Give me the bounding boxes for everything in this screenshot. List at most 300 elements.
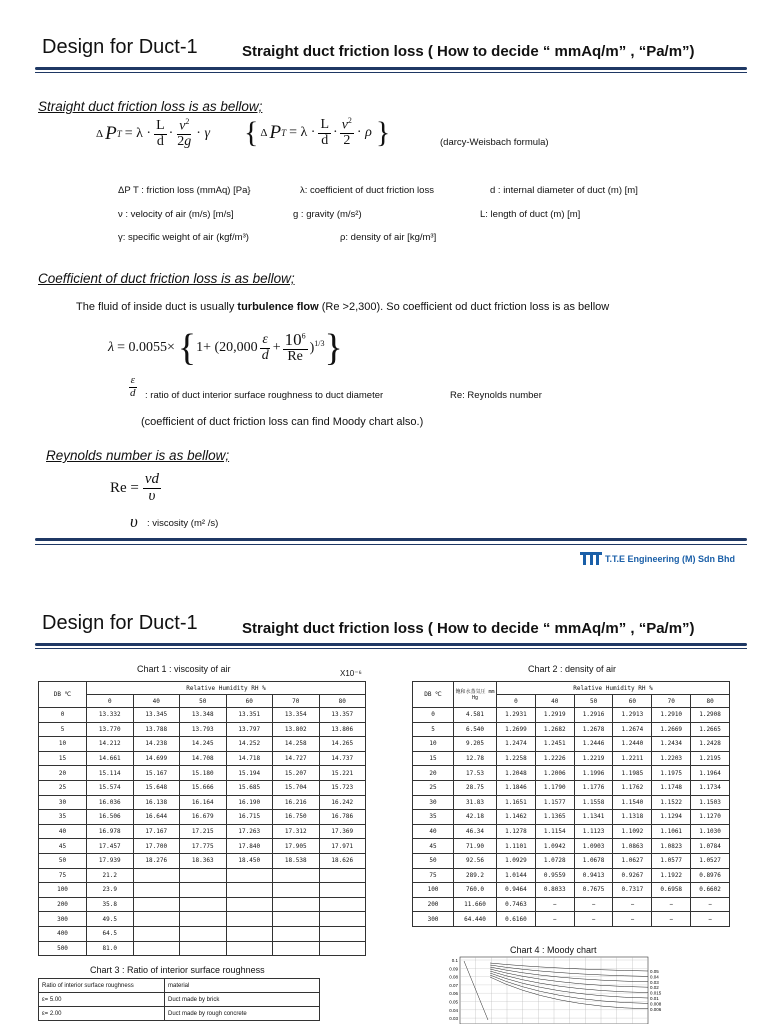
chart2-cell: 1.1123 [574, 824, 613, 839]
chart1-cell: 17.939 [87, 853, 134, 868]
chart1-cell: 15.194 [226, 766, 273, 781]
chart2-cell: 1.1846 [497, 780, 536, 795]
chart2-cell: 1.1341 [574, 810, 613, 825]
page1-header-rule-thin [35, 72, 747, 73]
chart1-cell [226, 868, 273, 883]
chart2-cell: 1.1964 [691, 766, 730, 781]
chart2-cell: 12.78 [454, 751, 497, 766]
chart2-cell: 30 [413, 795, 454, 810]
chart2-rh-col: 40 [535, 695, 574, 708]
chart2-cell: 1.0823 [652, 839, 691, 854]
chart1-cell [180, 897, 227, 912]
chart1-cell: 100 [39, 883, 87, 898]
chart3-cell: ε= 2.00 [39, 1007, 165, 1021]
chart2-cell: 0.7317 [613, 883, 652, 898]
table-row [413, 897, 730, 912]
chart2-cell: 1.1748 [652, 780, 691, 795]
moody-right-tick: 0.04 [650, 974, 659, 980]
table-row [413, 883, 730, 898]
table-row [39, 780, 366, 795]
moody-right-tick: 0.05 [650, 969, 659, 974]
chart1-cell: 25 [39, 780, 87, 795]
page2-title: Design for Duct-1 [42, 612, 198, 634]
table-row [39, 766, 366, 781]
chart1-cell: 35.8 [87, 897, 134, 912]
chart1-cell: 17.971 [319, 839, 366, 854]
chart2-cell: 1.2048 [497, 766, 536, 781]
chart2-cell: 289.2 [454, 868, 497, 883]
chart1-cell [226, 926, 273, 941]
chart2-cell: 1.1762 [613, 780, 652, 795]
chart1-cell: 18.538 [273, 853, 320, 868]
chart1-cell: 18.450 [226, 853, 273, 868]
chart1-cell: 15.685 [226, 780, 273, 795]
chart1-cell: 16.679 [180, 810, 227, 825]
chart1-cell [319, 868, 366, 883]
chart1-cell [319, 897, 366, 912]
chart2-cell: 1.1922 [652, 868, 691, 883]
table-row [413, 853, 730, 868]
chart1-cell: 64.5 [87, 926, 134, 941]
chart2-cell: 1.2203 [652, 751, 691, 766]
chart1-cell [319, 941, 366, 956]
chart2-cell: − [535, 912, 574, 927]
chart1-cell: 14.212 [87, 737, 134, 752]
table-row [413, 810, 730, 825]
chart1-cell: 13.788 [133, 722, 180, 737]
chart2-cell: 1.0144 [497, 868, 536, 883]
chart2-cell: 1.0527 [691, 853, 730, 868]
chart1-rh-header: Relative Humidity RH % [87, 682, 366, 695]
chart1-cell: 15.114 [87, 766, 134, 781]
chart1-cell: 13.332 [87, 708, 134, 723]
chart2-cell: 1.1985 [613, 766, 652, 781]
chart1-cell: 15.666 [180, 780, 227, 795]
chart1-cell [273, 883, 320, 898]
chart1-cell: 17.167 [133, 824, 180, 839]
table-row [39, 926, 366, 941]
chart2-sat-header: 飽和水蒸気圧 mm Hg [454, 682, 497, 708]
chart2-cell: 1.2258 [497, 751, 536, 766]
table-row [413, 708, 730, 723]
chart2-cell: 6.540 [454, 722, 497, 737]
chart2-cell: 1.1975 [652, 766, 691, 781]
chart1-cell: 15.167 [133, 766, 180, 781]
chart1-rh-col: 70 [273, 695, 320, 708]
table-row [413, 839, 730, 854]
chart2-cell: 1.1294 [652, 810, 691, 825]
chart1-cell: 15.207 [273, 766, 320, 781]
chart1-cell: 14.661 [87, 751, 134, 766]
chart1-cell: 14.258 [273, 737, 320, 752]
section-coefficient-heading: Coefficient of duct friction loss is as bellow; [38, 271, 295, 286]
chart2-cell: 1.1278 [497, 824, 536, 839]
table-row [413, 780, 730, 795]
darcy-weisbach-note: (darcy-Weisbach formula) [440, 137, 549, 148]
chart1-cell: 16.750 [273, 810, 320, 825]
chart1-cell: 17.263 [226, 824, 273, 839]
chart2-cell: 1.2665 [691, 722, 730, 737]
chart2-cell: 1.2451 [535, 737, 574, 752]
chart1-cell: 13.793 [180, 722, 227, 737]
chart4-title: Chart 4 : Moody chart [510, 945, 597, 955]
table-row [413, 737, 730, 752]
chart2-cell: − [691, 897, 730, 912]
def-gravity: g : gravity (m/s²) [293, 209, 362, 220]
chart1-rh-col: 50 [180, 695, 227, 708]
chart1-cell: 13.348 [180, 708, 227, 723]
moody-left-tick: 0.07 [449, 982, 458, 988]
chart1-cell [319, 912, 366, 927]
chart2-cell: 1.2474 [497, 737, 536, 752]
chart1-cell [319, 883, 366, 898]
chart1-cell: 13.770 [87, 722, 134, 737]
chart1-cell [273, 941, 320, 956]
moody-right-tick: 0.03 [650, 979, 659, 985]
chart2-cell: 1.0577 [652, 853, 691, 868]
chart1-cell: 18.276 [133, 853, 180, 868]
chart1-cell [226, 941, 273, 956]
chart1-cell: 16.138 [133, 795, 180, 810]
chart2-cell: 20 [413, 766, 454, 781]
chart1-cell: 49.5 [87, 912, 134, 927]
chart2-cell: 64.440 [454, 912, 497, 927]
chart2-cell: 1.2434 [652, 737, 691, 752]
chart2-cell: 1.2699 [497, 722, 536, 737]
chart2-cell: 5 [413, 722, 454, 737]
chart2-rh-col: 50 [574, 695, 613, 708]
chart2-cell: 75 [413, 868, 454, 883]
chart2-cell: 1.2910 [652, 708, 691, 723]
chart2-cell: 1.0784 [691, 839, 730, 854]
chart2-cell: 1.1503 [691, 795, 730, 810]
moody-left-tick: 0.05 [449, 999, 458, 1005]
moody-right-tick: 0.015 [650, 990, 662, 996]
chart2-cell: 1.2674 [613, 722, 652, 737]
chart1-cell: 16.164 [180, 795, 227, 810]
chart2-cell: 1.1462 [497, 810, 536, 825]
chart2-cell: − [613, 897, 652, 912]
chart1-cell: 14.699 [133, 751, 180, 766]
chart1-cell [226, 897, 273, 912]
chart1-cell: 13.345 [133, 708, 180, 723]
chart2-cell: 760.0 [454, 883, 497, 898]
table-row [39, 824, 366, 839]
chart1-cell: 0 [39, 708, 87, 723]
chart2-rh-col: 60 [613, 695, 652, 708]
chart2-cell: 1.2440 [613, 737, 652, 752]
chart2-cell: 31.83 [454, 795, 497, 810]
chart1-cell: 400 [39, 926, 87, 941]
chart3-cell: Duct made by brick [165, 993, 320, 1007]
chart1-cell: 15.180 [180, 766, 227, 781]
chart2-cell: 0.7675 [574, 883, 613, 898]
chart2-cell: 1.2678 [574, 722, 613, 737]
chart1-cell: 81.0 [87, 941, 134, 956]
chart2-cell: 1.2446 [574, 737, 613, 752]
chart1-cell [273, 897, 320, 912]
chart1-rh-col: 80 [319, 695, 366, 708]
chart1-cell: 500 [39, 941, 87, 956]
page1-title: Design for Duct-1 [42, 36, 198, 58]
chart1-title: Chart 1 : viscosity of air [137, 664, 231, 674]
chart2-cell: 0.9267 [613, 868, 652, 883]
table-row [413, 722, 730, 737]
chart2-cell: 1.0903 [574, 839, 613, 854]
chart1-cell: 17.312 [273, 824, 320, 839]
chart1-cell [273, 926, 320, 941]
chart2-cell: − [535, 897, 574, 912]
chart2-cell: 45 [413, 839, 454, 854]
chart2-cell: 1.2919 [535, 708, 574, 723]
table-row [39, 839, 366, 854]
chart1-cell [133, 941, 180, 956]
chart1-cell: 23.9 [87, 883, 134, 898]
moody-left-tick: 0.03 [449, 1016, 458, 1022]
table-row [413, 912, 730, 927]
chart2-cell: 1.2219 [574, 751, 613, 766]
chart1-cell [133, 912, 180, 927]
def-duct-length: L: length of duct (m) [m] [480, 209, 581, 220]
chart1-cell [133, 897, 180, 912]
chart2-cell: 1.1270 [691, 810, 730, 825]
chart1-cell: 15.648 [133, 780, 180, 795]
chart1-cell: 13.802 [273, 722, 320, 737]
chart1-rh-col: 40 [133, 695, 180, 708]
company-name: T.T.E Engineering (M) Sdn Bhd [605, 554, 735, 564]
chart2-cell: 1.1030 [691, 824, 730, 839]
chart1-cell [226, 883, 273, 898]
chart1-cell [133, 868, 180, 883]
chart1-cell: 15.221 [319, 766, 366, 781]
table-row [413, 795, 730, 810]
chart1-cell: 17.215 [180, 824, 227, 839]
table-row [39, 868, 366, 883]
moody-right-tick: 0.02 [650, 985, 659, 991]
def-friction-loss: ΔP T : friction loss (mmAq) [Pa} [118, 185, 251, 196]
chart1-cell: 5 [39, 722, 87, 737]
chart1-cell: 13.357 [319, 708, 366, 723]
chart1-unit: X10⁻⁶ [340, 669, 362, 678]
chart2-title: Chart 2 : density of air [528, 664, 617, 674]
chart2-cell: 0.6160 [497, 912, 536, 927]
chart1-cell: 50 [39, 853, 87, 868]
chart1-cell: 16.036 [87, 795, 134, 810]
chart2-rh-col: 80 [691, 695, 730, 708]
table-row [39, 810, 366, 825]
moody-right-tick: 0.006 [650, 1006, 662, 1012]
chart2-cell: 300 [413, 912, 454, 927]
table-row [413, 868, 730, 883]
chart1-cell: 14.727 [273, 751, 320, 766]
table-row [39, 941, 366, 956]
chart2-cell: 0.6602 [691, 883, 730, 898]
moody-right-tick: 0.01 [650, 996, 659, 1001]
chart2-rh-header: Relative Humidity RH % [497, 682, 730, 695]
viscosity-def: : viscosity (m² /s) [147, 518, 219, 529]
moody-left-tick: 0.06 [449, 991, 458, 997]
page2-subtitle: Straight duct friction loss ( How to decide “ mmAq/m” , “Pa/m”) [242, 620, 695, 637]
table-row [39, 883, 366, 898]
chart2-cell: 0.6958 [652, 883, 691, 898]
table-row [39, 751, 366, 766]
chart1-cell: 14.737 [319, 751, 366, 766]
chart2-cell: 25 [413, 780, 454, 795]
chart1-cell: 17.369 [319, 824, 366, 839]
chart1-cell: 16.978 [87, 824, 134, 839]
chart2-cell: 28.75 [454, 780, 497, 795]
chart2-cell: 1.1154 [535, 824, 574, 839]
chart1-cell: 17.905 [273, 839, 320, 854]
chart2-cell: 35 [413, 810, 454, 825]
chart2-cell: 1.2682 [535, 722, 574, 737]
chart1-cell: 300 [39, 912, 87, 927]
chart1-cell: 17.775 [180, 839, 227, 854]
chart1-cell: 16.644 [133, 810, 180, 825]
chart2-cell: 1.1651 [497, 795, 536, 810]
table-row [39, 853, 366, 868]
chart2-cell: 1.2428 [691, 737, 730, 752]
chart1-cell: 45 [39, 839, 87, 854]
def-specific-weight: γ: specific weight of air (kgf/m³) [118, 232, 249, 243]
chart1-cell: 200 [39, 897, 87, 912]
chart1-cell [319, 926, 366, 941]
chart2-cell: 0.9464 [497, 883, 536, 898]
chart2-cell: 1.0728 [535, 853, 574, 868]
chart2-cell: 0.7463 [497, 897, 536, 912]
chart2-cell: 1.2006 [535, 766, 574, 781]
chart2-cell: 0.8033 [535, 883, 574, 898]
def-friction-coefficient: λ: coefficient of duct friction loss [300, 185, 434, 196]
chart2-cell: 1.1092 [613, 824, 652, 839]
chart2-cell: 100 [413, 883, 454, 898]
chart3-cell: ε= 5.00 [39, 993, 165, 1007]
chart2-cell: 15 [413, 751, 454, 766]
table-row [39, 897, 366, 912]
moody-right-tick: 0.008 [650, 1001, 662, 1007]
company-logo [580, 552, 735, 566]
chart2-cell: 1.1577 [535, 795, 574, 810]
chart2-cell: 1.1061 [652, 824, 691, 839]
chart2-cell: 92.56 [454, 853, 497, 868]
upsilon-symbol: υ [130, 512, 138, 531]
chart1-cell [226, 912, 273, 927]
chart1-cell [180, 868, 227, 883]
chart2-cell: 4.581 [454, 708, 497, 723]
table-row [413, 751, 730, 766]
chart1-cell [180, 912, 227, 927]
chart2-cell: 1.0678 [574, 853, 613, 868]
chart2-cell: 1.1790 [535, 780, 574, 795]
chart1-cell [180, 941, 227, 956]
chart2-cell: 1.1558 [574, 795, 613, 810]
page1-subtitle: Straight duct friction loss ( How to decide “ mmAq/m” , “Pa/m”) [242, 43, 695, 60]
chart4-moody-chart [438, 955, 694, 1024]
chart1-cell [273, 868, 320, 883]
chart2-cell: 1.0942 [535, 839, 574, 854]
chart1-cell: 14.708 [180, 751, 227, 766]
chart2-cell: 71.90 [454, 839, 497, 854]
chart1-cell: 14.238 [133, 737, 180, 752]
chart1-cell: 17.700 [133, 839, 180, 854]
chart2-cell: 50 [413, 853, 454, 868]
moody-curve [490, 975, 648, 1003]
chart2-cell: 46.34 [454, 824, 497, 839]
chart2-cell: 1.2931 [497, 708, 536, 723]
chart2-cell: − [652, 912, 691, 927]
chart2-cell: 1.1522 [652, 795, 691, 810]
chart1-cell: 14.718 [226, 751, 273, 766]
chart1-cell [273, 912, 320, 927]
moody-left-tick: 0.04 [449, 1007, 458, 1013]
chart1-cell: 14.252 [226, 737, 273, 752]
chart2-cell: 9.205 [454, 737, 497, 752]
chart2-cell: − [574, 897, 613, 912]
chart1-cell: 16.506 [87, 810, 134, 825]
page1-footer-rule [35, 538, 747, 541]
chart3-cell: Duct made by rough concrete [165, 1007, 320, 1021]
table-row [39, 737, 366, 752]
chart2-cell: 1.0863 [613, 839, 652, 854]
tte-logo-icon [580, 552, 602, 566]
chart2-cell: − [691, 912, 730, 927]
chart2-cell: 0.9413 [574, 868, 613, 883]
ratio-roughness-def: : ratio of duct interior surface roughness to duct diameter [145, 390, 384, 401]
chart1-cell: 35 [39, 810, 87, 825]
chart2-cell: − [652, 897, 691, 912]
chart1-cell: 13.354 [273, 708, 320, 723]
chart1-cell: 13.797 [226, 722, 273, 737]
moody-chart-note: (coefficient of duct friction loss can find Moody chart also.) [141, 416, 424, 428]
chart2-cell: 200 [413, 897, 454, 912]
chart2-cell: 1.2669 [652, 722, 691, 737]
section-reynolds-heading: Reynolds number is as bellow; [46, 448, 230, 463]
chart3-title: Chart 3 : Ratio of interior surface roughness [90, 965, 265, 975]
table-row [413, 824, 730, 839]
chart2-cell: 1.0929 [497, 853, 536, 868]
epsilon-over-d: $\frac{\varepsilon}{d}$ [130, 374, 136, 399]
chart2-cell: 1.2908 [691, 708, 730, 723]
moody-curve [490, 963, 648, 971]
chart2-cell: 0.9559 [535, 868, 574, 883]
chart2-cell: − [613, 912, 652, 927]
chart1-cell: 15.704 [273, 780, 320, 795]
moody-left-tick: 0.09 [449, 966, 458, 972]
chart2-cell: 1.1776 [574, 780, 613, 795]
chart1-cell [180, 926, 227, 941]
chart2-cell: 0 [413, 708, 454, 723]
chart1-db-header: DB ℃ [39, 682, 87, 708]
chart2-cell: 1.2913 [613, 708, 652, 723]
chart1-cell: 21.2 [87, 868, 134, 883]
chart1-cell [133, 926, 180, 941]
chart1-cell: 16.242 [319, 795, 366, 810]
darcy-formula-rho: { Δ P T = λ · $\frac{L}{d}$ · $\frac{v^2}{2}$ · ρ } [244, 115, 391, 149]
moody-laminar-line [464, 961, 488, 1020]
chart2-cell: 1.1996 [574, 766, 613, 781]
chart1-viscosity-table [38, 681, 366, 956]
table-row [39, 912, 366, 927]
table-row [39, 795, 366, 810]
chart2-cell: 1.2211 [613, 751, 652, 766]
reynolds-def: Re: Reynolds number [450, 390, 542, 401]
chart1-cell: 75 [39, 868, 87, 883]
chart1-cell: 17.457 [87, 839, 134, 854]
chart2-cell: 17.53 [454, 766, 497, 781]
chart2-cell: 1.1365 [535, 810, 574, 825]
chart2-cell: 10 [413, 737, 454, 752]
turbulence-flow-text: The fluid of inside duct is usually turbulence flow (Re >2,300). So coefficient od duct friction loss is as bellow [76, 301, 610, 313]
